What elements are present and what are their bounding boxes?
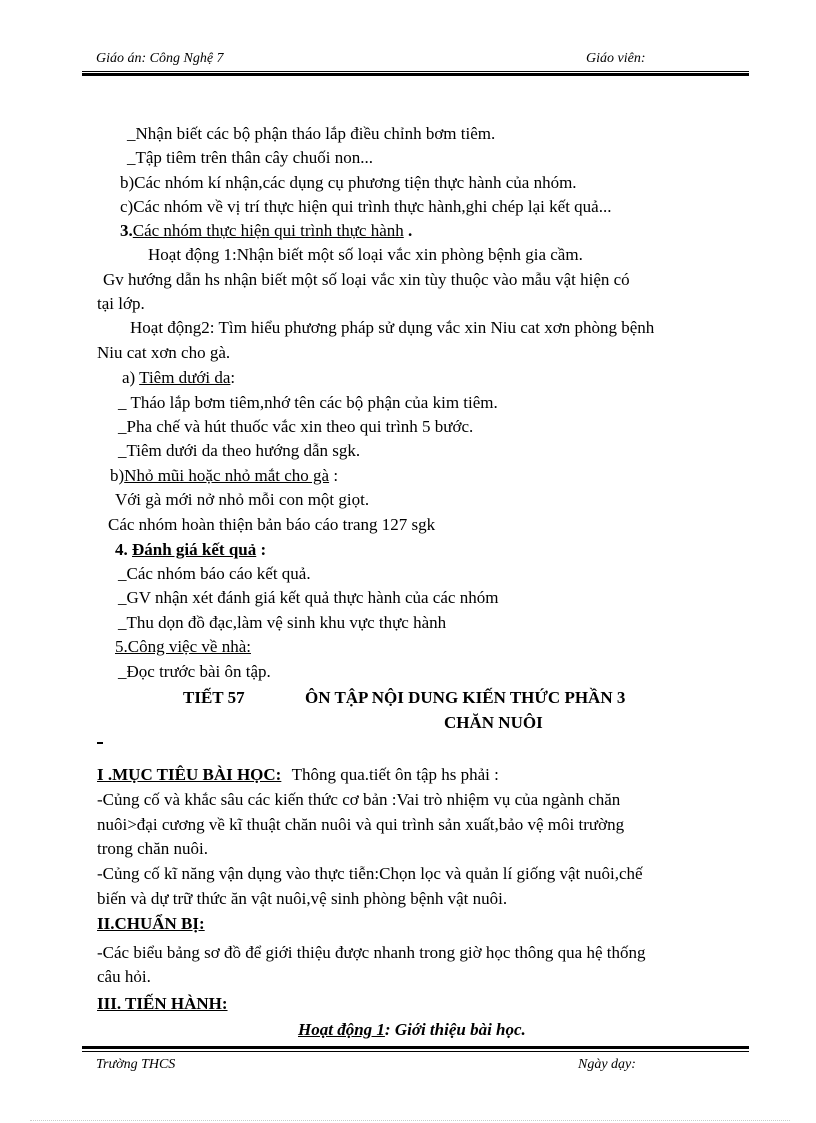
section-heading: [97, 765, 499, 785]
page-header: [96, 51, 756, 67]
heading-text: Các nhóm thực hiện qui trình thực hành: [132, 221, 404, 240]
text-line: c)Các nhóm về vị trí thực hiện qui trình thực hành,ghi chép lại kết quả...: [120, 197, 612, 216]
section-heading: [120, 221, 412, 241]
text-line: câu hỏi.: [97, 967, 151, 986]
header-left: Giáo án: Công Nghệ 7: [96, 51, 224, 66]
heading-number: 4.: [115, 540, 132, 559]
text-line: -Củng cố kĩ năng vận dụng vào thực tiễn:Chọn lọc và quản lí giống vật nuôi,chế: [97, 864, 643, 883]
section-heading: 5.Công việc về nhà:: [115, 637, 251, 656]
text-line: _Tập tiêm trên thân cây chuối non...: [127, 148, 373, 167]
list-marker: a): [122, 368, 140, 387]
text-line: _Pha chế và hút thuốc vắc xin theo qui trình 5 bước.: [118, 417, 474, 436]
section-heading: [115, 540, 266, 560]
footer-left: Trường THCS: [96, 1057, 176, 1072]
text-line: Gv hướng dẫn hs nhận biết một số loại vắc xin tùy thuộc vào mẫu vật hiện có: [103, 270, 630, 289]
list-item: [110, 466, 338, 486]
text-line: tại lớp.: [97, 294, 145, 313]
activity-subtitle: : Giới thiệu bài học.: [384, 1020, 526, 1039]
list-marker: b): [110, 466, 125, 485]
lesson-title: ÔN TẬP NỘI DUNG KIẾN THỨC PHẦN 3: [305, 688, 626, 707]
text-line: trong chăn nuôi.: [97, 839, 208, 858]
section-heading: III. TIẾN HÀNH:: [97, 994, 228, 1013]
page-edge-dots: [30, 1120, 790, 1121]
heading-punct: .: [403, 221, 413, 240]
text-line: _Nhận biết các bộ phận tháo lắp điều chỉnh bơm tiêm.: [127, 124, 496, 143]
text-line: Hoạt động 1:Nhận biết một số loại vắc xin phòng bệnh gia cầm.: [148, 245, 583, 264]
header-right: Giáo viên:: [586, 51, 646, 66]
list-item: [122, 368, 235, 388]
footer-rule-thin: [82, 1051, 749, 1052]
footer-rule-thick: [82, 1046, 749, 1049]
text-line: Hoạt động2: Tìm hiểu phương pháp sử dụng vắc xin Niu cat xơn phòng bệnh: [130, 318, 655, 337]
page-footer: [96, 1057, 756, 1073]
text-line: Niu cat xơn cho gà.: [97, 343, 231, 362]
text-line: b)Các nhóm kí nhận,các dụng cụ phương tiện thực hành của nhóm.: [120, 173, 577, 192]
lesson-number: TIẾT 57: [183, 688, 245, 707]
heading-text: I .MỤC TIÊU BÀI HỌC:: [97, 765, 282, 784]
list-punct: :: [230, 368, 236, 387]
list-heading: Nhỏ mũi hoặc nhỏ mắt cho gà: [124, 466, 330, 485]
heading-number: 3.: [120, 221, 133, 240]
header-rule-thick: [82, 73, 749, 76]
text-line: _Tiêm dưới da theo hướng dẫn sgk.: [118, 441, 361, 460]
text-line: _Đọc trước bài ôn tập.: [118, 662, 271, 681]
small-mark: [97, 742, 103, 744]
heading-punct: :: [256, 540, 267, 559]
text-line: _ Tháo lắp bơm tiêm,nhớ tên các bộ phận của kim tiêm.: [118, 393, 498, 412]
text-line: Các nhóm hoàn thiện bản báo cáo trang 127 sgk: [108, 515, 436, 534]
activity-title: Hoạt động 1: [298, 1020, 385, 1039]
text-line: _GV nhận xét đánh giá kết quả thực hành của các nhóm: [118, 588, 499, 607]
section-heading: II.CHUẨN BỊ:: [97, 914, 205, 933]
activity-heading: [298, 1020, 526, 1040]
text-line: _Các nhóm báo cáo kết quả.: [118, 564, 311, 583]
heading-text: Đánh giá kết quả: [132, 540, 257, 559]
lesson-title-line2: CHĂN NUÔI: [444, 713, 543, 732]
text-line: Với gà mới nở nhỏ mỗi con một giọt.: [115, 490, 370, 509]
text-line: _Thu dọn đồ đạc,làm vệ sinh khu vực thực hành: [118, 613, 447, 632]
list-heading: Tiêm dưới da: [139, 368, 231, 387]
heading-intro: Thông qua.tiết ôn tập hs phải :: [291, 765, 499, 784]
text-line: nuôi>đại cương về kĩ thuật chăn nuôi và qui trình sản xuất,bảo vệ môi trường: [97, 815, 625, 834]
text-line: -Củng cố và khắc sâu các kiến thức cơ bản :Vai trò nhiệm vụ của ngành chăn: [97, 790, 621, 809]
text-line: -Các biểu bảng sơ đồ để giới thiệu được nhanh trong giờ học thông qua hệ thống: [97, 943, 646, 962]
list-punct: :: [329, 466, 339, 485]
text-line: biến và dự trữ thức ăn vật nuôi,vệ sinh phòng bệnh vật nuôi.: [97, 889, 508, 908]
footer-right: Ngày dạy:: [578, 1057, 636, 1072]
header-rule-thin: [82, 71, 749, 72]
